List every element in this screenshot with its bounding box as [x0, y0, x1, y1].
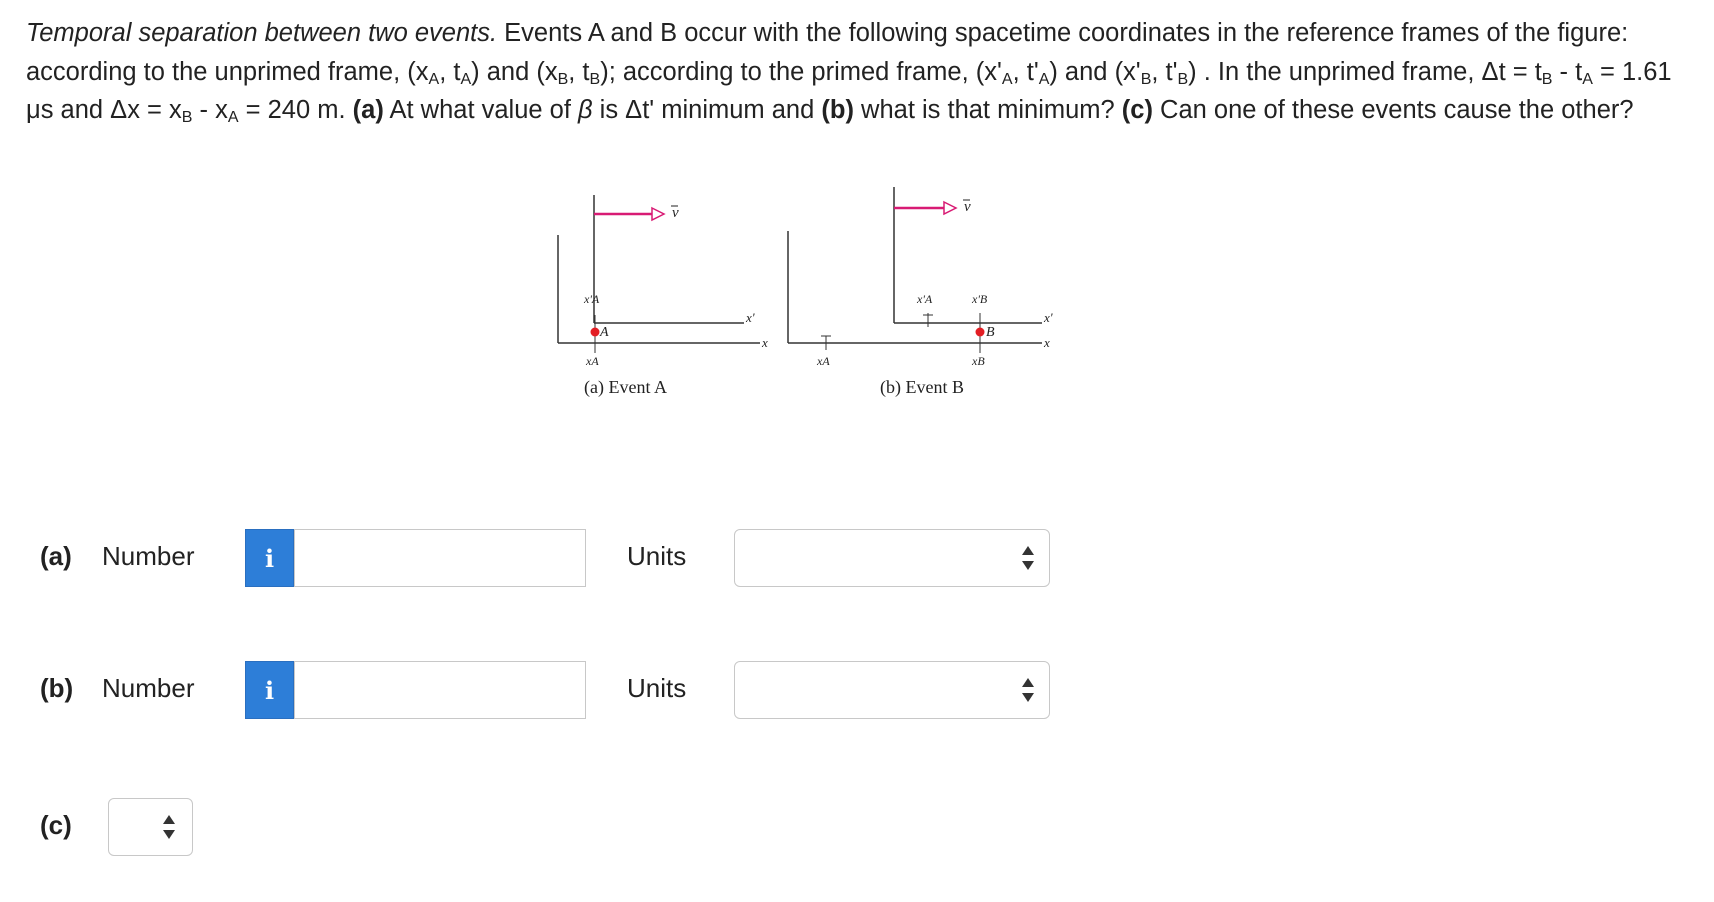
panel-a-xA-prime-label: x'A: [584, 292, 600, 306]
units-select-b[interactable]: [734, 661, 1050, 719]
panel-a-event-dot: [591, 328, 600, 337]
panel-b-velocity-label: v: [964, 199, 971, 215]
problem-statement: Temporal separation between two events. Events A and B occur with the following spacetime coordinates in the reference frames of the figure: according to the unprimed frame, ($x_A$, $t_A$) and ($x_B$, $t_B$); according to the primed frame, ($x'_A$, $t'_A$) and ($x'_B$, $t'_B$) . In the unprimed frame, $\Delta t = t_B - t_A = 1.61$ μs and $\Delta x = x_B - x_A = 240$ m. (a) At what value of β is Δt' minimum and (b) what is that minimum? (c) Can one of these events cause the other?: [26, 19, 1672, 126]
panel-a-event-label: A: [600, 325, 609, 340]
panel-b-velocity-arrowhead: [944, 202, 956, 214]
panel-b-event-dot: [976, 328, 985, 337]
panel-a-velocity-arrowhead: [652, 208, 664, 220]
panel-b-event-label: B: [986, 325, 995, 340]
units-select-a[interactable]: [734, 529, 1050, 587]
info-icon[interactable]: i: [245, 661, 294, 719]
number-label-a: Number: [102, 541, 195, 571]
answer-select-c[interactable]: [108, 798, 193, 856]
panel-a-xA-label: xA: [586, 354, 599, 368]
panel-b-xA-prime-label: x'A: [917, 292, 933, 306]
panel-a-caption: (a) Event A: [584, 377, 667, 397]
answer-row-a: [0, 529, 1714, 589]
part-label-a: (a): [40, 541, 72, 571]
panel-b-x-prime-label: x': [1044, 310, 1053, 325]
panel-b-caption: (b) Event B: [880, 377, 964, 397]
panel-a-x-label: x: [762, 335, 768, 350]
number-label-b: Number: [102, 673, 195, 703]
answer-row-c: [0, 798, 1714, 858]
figure-svg: [560, 195, 1200, 455]
select-arrows-icon: [162, 813, 176, 841]
panel-a-x-prime-label: x': [746, 310, 755, 325]
info-icon[interactable]: i: [245, 529, 294, 587]
number-input-b[interactable]: [294, 661, 586, 719]
panel-a: [558, 195, 768, 398]
part-label-c: (c): [40, 810, 72, 840]
spacetime-figure: [560, 195, 1200, 455]
panel-b-x-label: x: [1044, 335, 1050, 350]
panel-b-xA-label: xA: [817, 354, 830, 368]
number-input-a[interactable]: [294, 529, 586, 587]
units-label-b: Units: [627, 673, 687, 703]
units-label-a: Units: [627, 541, 687, 571]
panel-a-velocity-label: v: [672, 205, 679, 221]
problem-title: Temporal separation between two events.: [26, 19, 498, 47]
select-arrows-icon: [1021, 676, 1035, 704]
panel-b-xB-prime-label: x'B: [972, 292, 988, 306]
panel-b: [788, 187, 1053, 398]
panel-b-xB-label: xB: [972, 354, 985, 368]
answer-row-b: [0, 661, 1714, 721]
select-arrows-icon: [1021, 544, 1035, 572]
part-label-b: (b): [40, 673, 74, 703]
